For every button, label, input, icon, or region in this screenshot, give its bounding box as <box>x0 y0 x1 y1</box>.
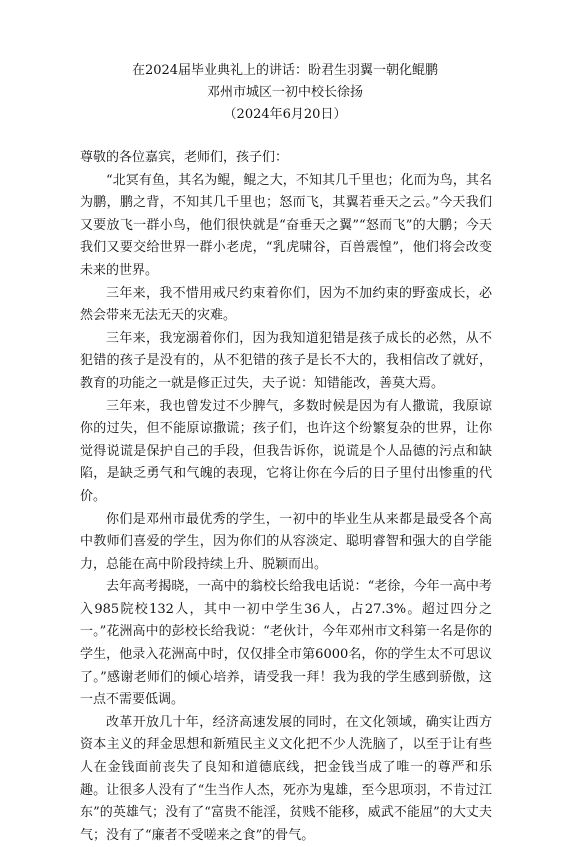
body-paragraph: 三年来，我也曾发过不少脾气，多数时候是因为有人撒谎，我原谅你的过失，但不能原谅撒谎；孩子们，也许这个纷繁复杂的世界，让你觉得说谎是保护自己的手段，但我告诉你，说谎是个人品德的污点和缺陷，是缺乏勇气和气魄的表现，它将让你在今后的日子里付出惨重的代价。 <box>80 398 492 504</box>
salutation: 尊敬的各位嘉宾，老师们，孩子们： <box>80 150 289 165</box>
document-header <box>0 60 570 126</box>
body-paragraph: 三年来，我不惜用戒尺约束着你们，因为不加约束的野蛮成长，必然会带来无法无天的灾难。 <box>80 285 492 324</box>
document-body <box>80 147 492 847</box>
body-paragraph: 改革开放几十年，经济高速发展的同时，在文化领域，确实让西方资本主义的拜金思想和新殖民主义文化把不少人洗脑了，以至于让有些人在金钱面前丧失了良知和道德底线，把金钱当成了唯一的尊严和乐趣。让很多人没有了“生当作人杰，死亦为鬼雄，至今思项羽，不肯过江东”的英雄气；没有了“富贵不能淫，贫贱不能移，威武不能屈”的大丈夫气；没有了“廉者不受嗟来之食”的骨气。 <box>80 714 492 843</box>
body-paragraph: 你们是邓州市最优秀的学生，一初中的毕业生从来都是最受各个高中教师们喜爱的学生，因为你们的从容淡定、聪明睿智和强大的自学能力，总能在高中阶段持续上升、脱颖而出。 <box>80 511 492 572</box>
document-date: （2024年6月20日） <box>223 107 347 122</box>
document-title: 在2024届毕业典礼上的讲话：盼君生羽翼一朝化鲲鹏 <box>131 63 439 78</box>
body-paragraph: “北冥有鱼，其名为鲲，鲲之大，不知其几千里也；化而为鸟，其名为鹏，鹏之背，不知其几千里也；怒而飞，其翼若垂天之云。”今天我们又要放飞一群小鸟，他们很快就是“奋垂天之翼”“怒而飞”的大鹏；今天我们又要交给世界一群小老虎，“乳虎啸谷，百兽震惶”，他们将会改变未来的世界。 <box>80 172 492 278</box>
document-author: 邓州市城区一初中校长徐扬 <box>206 85 363 100</box>
body-paragraph: 去年高考揭晓，一高中的翁校长给我电话说：“老徐，今年一高中考入985院校132人，其中一初中学生36人，占27.3%。超过四分之一。”花洲高中的彭校长给我说：“老伙计，今年邓州市文科第一名是你的学生，他录入花洲高中时，仅仅排全市第6000名，你的学生太不可思议了。”感谢老师们的倾心培养，请受我一拜！我为我的学生感到骄傲，这一点不需要低调。 <box>80 579 492 708</box>
body-paragraph: 三年来，我宠溺着你们，因为我知道犯错是孩子成长的必然，从不犯错的孩子是没有的，从不犯错的孩子是长不大的，我相信改了就好，教育的功能之一就是修正过失，夫子说：知错能改，善莫大焉。 <box>80 330 492 391</box>
